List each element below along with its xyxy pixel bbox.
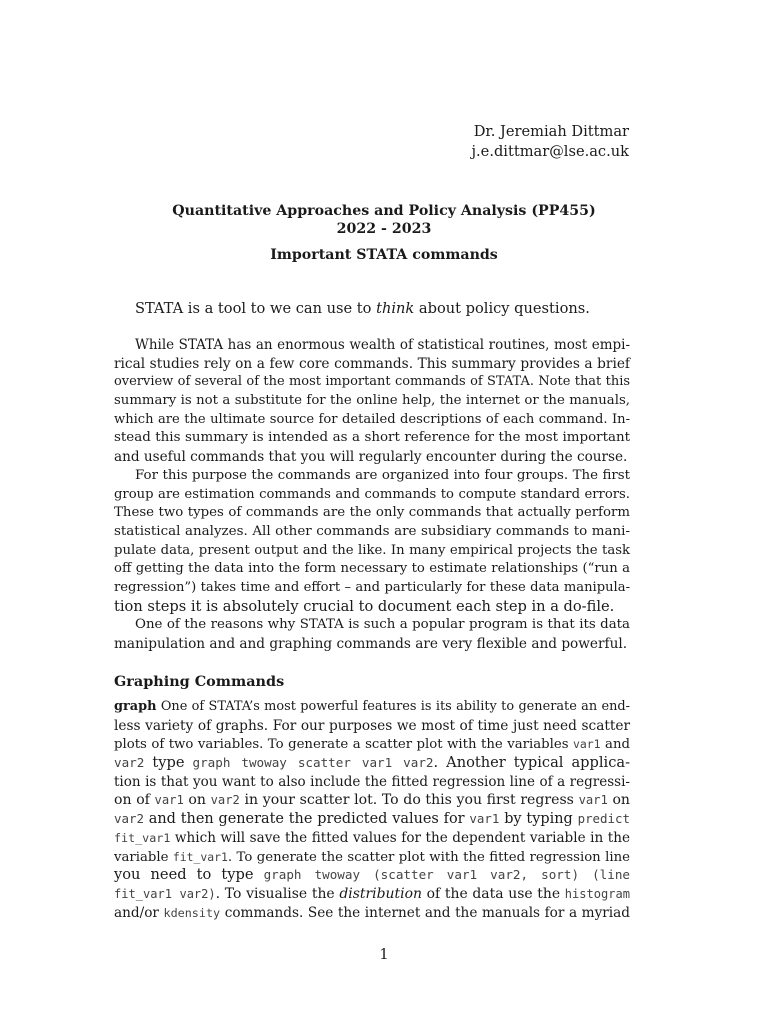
intro-paragraph-2: For this purpose the commands are organized into four groups. The first group are estimation commands and commands to compute standard errors. These two types of commands are the only commands that actually perform statistical analyzes. All other commands are subsidiary commands to mani- pulate data, present output and the like. In many empirical projects the task off getting the data into the form necessary to estimate relationships (“run a regression”) takes time and effort – and particularly for these data manipula- tion steps it is absolutely crucial to document each step in a do-file. [114,468,630,615]
command-term-graph: graph [114,699,157,714]
section-heading-graphing: Graphing Commands [114,673,285,690]
academic-year: 2022 - 2023 [336,221,432,237]
author-block [472,122,629,162]
intro-paragraph-3: One of the reasons why STATA is such a popular program is that its data manipulation and and graphing commands are very flexible and powerful. [114,617,630,652]
intro-paragraph-1: While STATA has an enormous wealth of statistical routines, most empi- rical studies rely on a few core commands. This summary provides a brief overview of several of the most important commands of STATA. Note that this summary is not a substitute for the online help, the internet or the manuals, which are the ultimate source for detailed descriptions of each command. In- stead this summary is intended as a short reference for the most important and useful commands that you will regularly encounter during the course. [114,337,630,466]
author-email: j.e.dittmar@lse.ac.uk [471,143,629,160]
author-name: Dr. Jeremiah Dittmar [473,123,629,140]
graph-command-paragraph: graph One of STATA’s most powerful features is its ability to generate an end- less variety of graphs. For our purposes we most of time just need scatter plots of two variables. To generate a scatter plot with the variables var1 and var2 type graph twoway scatter var1 var2. Another typical applica- tion is that you want to also include the fitted regression line of a regressi- on of var1 on var2 in your scatter lot. To do this you first regress var1 on var2 and then generate the predicted values for var1 by typing predict fit_var1 which will save the fitted values for the dependent variable in the variable fit_var1. To generate the scatter plot with the fitted regression line you need to type graph twoway (scatter var1 var2, sort) (line fit_var1 var2). To visualise the distribution of the data use the histogram and/or kdensity commands. See the internet and the manuals for a myriad [114,699,631,921]
intro-paragraph-0: STATA is a tool to we can use to think about policy questions. [135,300,590,317]
document-subtitle: Important STATA commands [270,247,498,263]
course-title: Quantitative Approaches and Policy Analysis (PP455) [172,203,596,219]
page-number: 1 [379,946,389,963]
